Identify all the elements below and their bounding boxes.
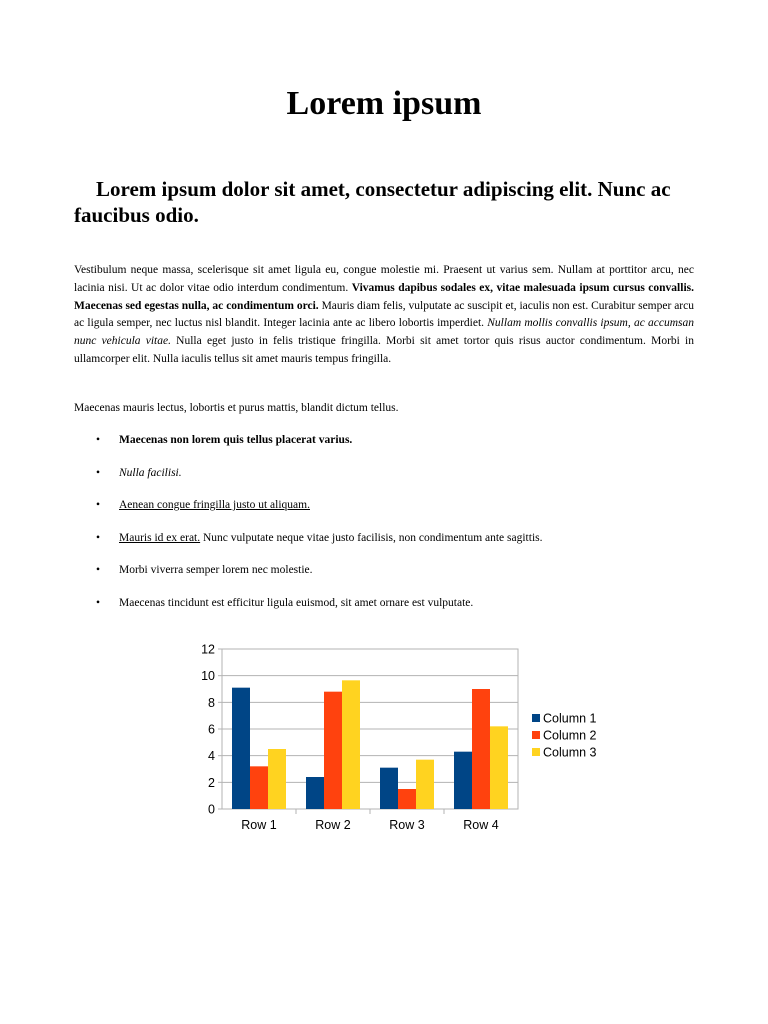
- bullet-4-underlined-text: Mauris id ex erat.: [119, 531, 201, 544]
- bullet-item-3: [74, 497, 694, 530]
- bullet-icon: •: [96, 531, 101, 544]
- bar-row-2-column-2: [324, 692, 342, 809]
- bullet-icon: •: [96, 596, 101, 609]
- paragraph-1-text-b: Mauris diam felis, vulputate ac suscipit et, iaculis non est. Curabitur semper arcu ac ligula semper, nec luctus nisl blandit. Integer lacinia ante ac libero lobortis imperdiet.: [74, 299, 694, 330]
- bar-row-2-column-1: [306, 777, 324, 809]
- legend-swatch: [532, 748, 540, 756]
- bar-row-3-column-1: [380, 768, 398, 809]
- bullet-6-text: Maecenas tincidunt est efficitur ligula euismod, sit amet ornare est vulputate.: [119, 596, 474, 609]
- bullet-1-text: Maecenas non lorem quis tellus placerat varius.: [119, 434, 353, 446]
- document-title: Lorem ipsum: [286, 85, 482, 122]
- bar-row-4-column-3: [490, 726, 508, 809]
- paragraph-1-text-a: Vestibulum neque massa, scelerisque sit amet ligula eu, congue molestie mi. Praesent ut varius sem. Nullam at porttitor arcu, nec lacinia nisi. Ut ac dolor vitae odio interdum condimentum.: [74, 264, 694, 294]
- y-tick-label: 8: [208, 695, 215, 710]
- bullet-item-2: [74, 465, 694, 498]
- legend-swatch: [532, 714, 540, 722]
- bullet-item-1: [74, 432, 694, 465]
- bar-row-3-column-3: [416, 760, 434, 809]
- bar-row-2-column-3: [342, 680, 360, 809]
- bullet-item-5: [74, 562, 694, 595]
- bar-chart: [180, 638, 620, 848]
- bullet-item-4: [74, 530, 694, 563]
- y-tick-label: 0: [208, 802, 215, 817]
- bar-row-4-column-2: [472, 689, 490, 809]
- y-tick-label: 6: [208, 722, 215, 737]
- bullet-5-text: Morbi viverra semper lorem nec molestie.: [119, 564, 313, 576]
- bullet-2-text: Nulla facilisi.: [119, 466, 182, 479]
- x-tick-label: Row 4: [463, 818, 499, 832]
- bullet-4-text: Nunc vulputate neque vitae justo facilisis, non condimentum ante sagittis.: [200, 531, 543, 544]
- bar-row-1-column-2: [250, 766, 268, 809]
- legend-label: Column 2: [543, 728, 597, 743]
- x-tick-label: Row 2: [315, 818, 351, 832]
- legend-swatch: [532, 731, 540, 739]
- bar-row-4-column-1: [454, 752, 472, 809]
- bullet-icon: •: [96, 466, 101, 479]
- y-tick-label: 4: [208, 749, 215, 764]
- legend-label: Column 3: [543, 745, 597, 760]
- paragraph-1-bold-text: Vivamus dapibus sodales ex, vitae malesuada ipsum cursus convallis. Maecenas sed egestas nulla, ac condimentum orci.: [74, 281, 694, 312]
- bullet-icon: •: [96, 434, 101, 446]
- bullet-list: [74, 432, 694, 627]
- y-tick-label: 12: [201, 642, 215, 657]
- bar-row-3-column-2: [398, 789, 416, 809]
- paragraph-1: [74, 262, 694, 369]
- bar-row-1-column-1: [232, 688, 250, 809]
- x-tick-label: Row 3: [389, 818, 425, 832]
- legend-label: Column 1: [543, 711, 597, 726]
- bullet-item-6: [74, 595, 694, 628]
- paragraph-1-italic-text: Nullam mollis convallis ipsum, ac accumsan nunc vehicula vitae.: [74, 317, 694, 348]
- bar-row-1-column-3: [268, 749, 286, 809]
- y-tick-label: 2: [208, 775, 215, 790]
- bullet-icon: •: [96, 564, 101, 576]
- paragraph-1-text-c: Nulla eget justo in felis tristique fringilla. Morbi sit amet tortor quis risus auctor condimentum. Morbi in ullamcorper elit. Nulla iaculis tellus sit amet mauris tempus fringilla.: [74, 335, 695, 365]
- bullet-3-text: Aenean congue fringilla justo ut aliquam.: [119, 499, 310, 511]
- document-subtitle: Lorem ipsum dolor sit amet, consectetur adipiscing elit. Nunc ac faucibus odio.: [74, 177, 671, 227]
- x-tick-label: Row 1: [241, 818, 277, 832]
- bullet-icon: •: [96, 499, 101, 511]
- paragraph-2: Maecenas mauris lectus, lobortis et purus mattis, blandit dictum tellus.: [74, 402, 399, 414]
- y-tick-label: 10: [201, 669, 215, 684]
